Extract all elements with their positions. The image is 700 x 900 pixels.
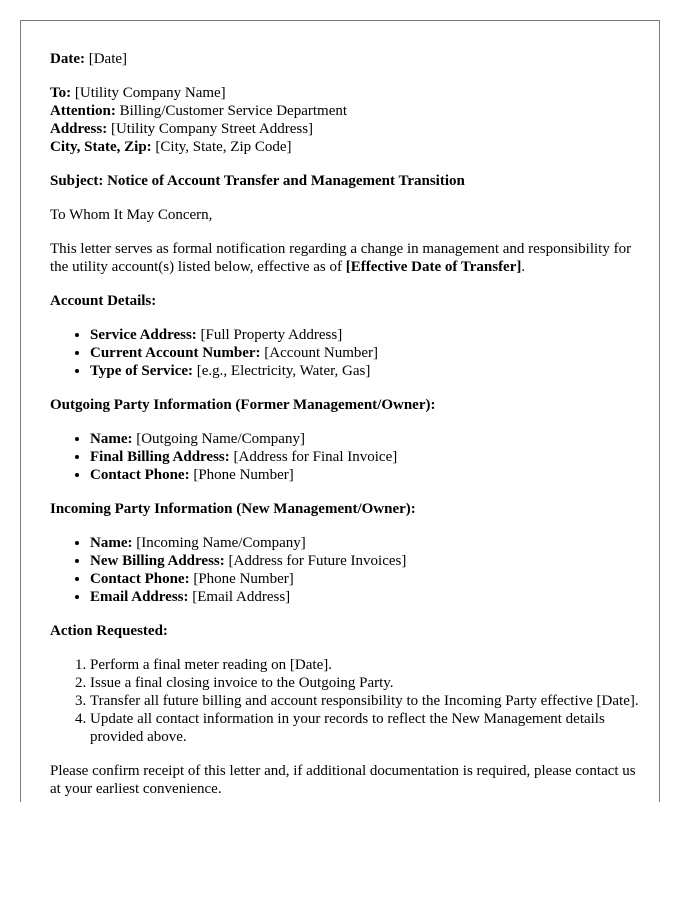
- incoming-list: [50, 534, 640, 606]
- item-label: Type of Service:: [90, 363, 194, 379]
- item-label: Contact Phone:: [90, 571, 190, 587]
- list-item: [90, 344, 640, 362]
- action-list: [50, 656, 640, 746]
- item-value: [Address for Final Invoice]: [229, 449, 398, 465]
- item-value: [Account Number]: [260, 345, 379, 361]
- list-item: [90, 570, 640, 588]
- item-label: Current Account Number:: [90, 345, 261, 361]
- list-item: 3. Transfer all future billing and account responsibility to the Incoming Party effective [Date].: [90, 692, 640, 710]
- account-details-heading: [50, 292, 640, 310]
- closing-paragraph: Please confirm receipt of this letter and, if additional documentation is required, please contact us at your earliest convenience.: [50, 763, 636, 797]
- intro-end: .: [521, 259, 526, 275]
- incoming-heading-text: Incoming Party Information (New Management/Owner):: [50, 501, 416, 517]
- intro-paragraph: [50, 240, 640, 276]
- item-value: [Phone Number]: [189, 467, 294, 483]
- list-item: 4. Update all contact information in your records to reflect the New Management details provided above.: [90, 710, 640, 746]
- item-label: Email Address:: [90, 589, 189, 605]
- attention-label: Attention:: [50, 103, 116, 119]
- list-item: 1. Perform a final meter reading on [Date].: [90, 656, 640, 674]
- list-item: [90, 534, 640, 552]
- item-value: [Phone Number]: [189, 571, 294, 587]
- to-line: [50, 85, 226, 101]
- list-item: [90, 552, 640, 570]
- outgoing-heading: [50, 396, 640, 414]
- date-value: [Date]: [84, 51, 128, 67]
- account-details-list: [50, 326, 640, 380]
- item-value: [Outgoing Name/Company]: [132, 431, 305, 447]
- action-heading-text: Action Requested:: [50, 623, 168, 639]
- city-label: City, State, Zip:: [50, 139, 152, 155]
- list-item: [90, 430, 640, 448]
- outgoing-list: [50, 430, 640, 484]
- list-item: [90, 466, 640, 484]
- item-label: Name:: [90, 535, 133, 551]
- item-value: [Full Property Address]: [196, 327, 343, 343]
- item-value: [Address for Future Invoices]: [224, 553, 407, 569]
- item-value: [e.g., Electricity, Water, Gas]: [193, 363, 371, 379]
- item-value: [Incoming Name/Company]: [132, 535, 306, 551]
- item-label: Final Billing Address:: [90, 449, 230, 465]
- item-label: New Billing Address:: [90, 553, 225, 569]
- attention-line: [50, 103, 347, 119]
- item-label: Name:: [90, 431, 133, 447]
- item-label: Contact Phone:: [90, 467, 190, 483]
- salutation: To Whom It May Concern,: [50, 207, 213, 223]
- to-label: To:: [50, 85, 72, 101]
- list-item: [90, 362, 640, 380]
- list-item: [90, 448, 640, 466]
- subject-line: [50, 172, 640, 190]
- intro-text: This letter serves as formal notification regarding a change in management and responsibility for the utility account(s) listed below, effective as of: [50, 241, 632, 275]
- letter-content: [50, 50, 640, 802]
- list-item: [90, 588, 640, 606]
- subject-text: Subject: Notice of Account Transfer and Management Transition: [50, 173, 465, 189]
- item-value: [Email Address]: [188, 589, 291, 605]
- to-value: [Utility Company Name]: [71, 85, 226, 101]
- incoming-heading: [50, 500, 640, 518]
- address-line: [50, 121, 313, 137]
- list-item: [90, 326, 640, 344]
- city-value: [City, State, Zip Code]: [151, 139, 292, 155]
- effective-date: [Effective Date of Transfer]: [345, 259, 522, 275]
- city-line: [50, 139, 292, 155]
- outgoing-heading-text: Outgoing Party Information (Former Management/Owner):: [50, 397, 436, 413]
- action-heading: [50, 622, 640, 640]
- account-details-heading-text: Account Details:: [50, 293, 157, 309]
- attention-value: Billing/Customer Service Department: [115, 103, 348, 119]
- date-label: Date:: [50, 51, 85, 67]
- list-item: 2. Issue a final closing invoice to the Outgoing Party.: [90, 674, 640, 692]
- address-label: Address:: [50, 121, 108, 137]
- letter-page: [20, 20, 660, 802]
- address-value: [Utility Company Street Address]: [107, 121, 314, 137]
- recipient-block: [50, 84, 640, 156]
- item-label: Service Address:: [90, 327, 197, 343]
- date-line: [50, 50, 640, 68]
